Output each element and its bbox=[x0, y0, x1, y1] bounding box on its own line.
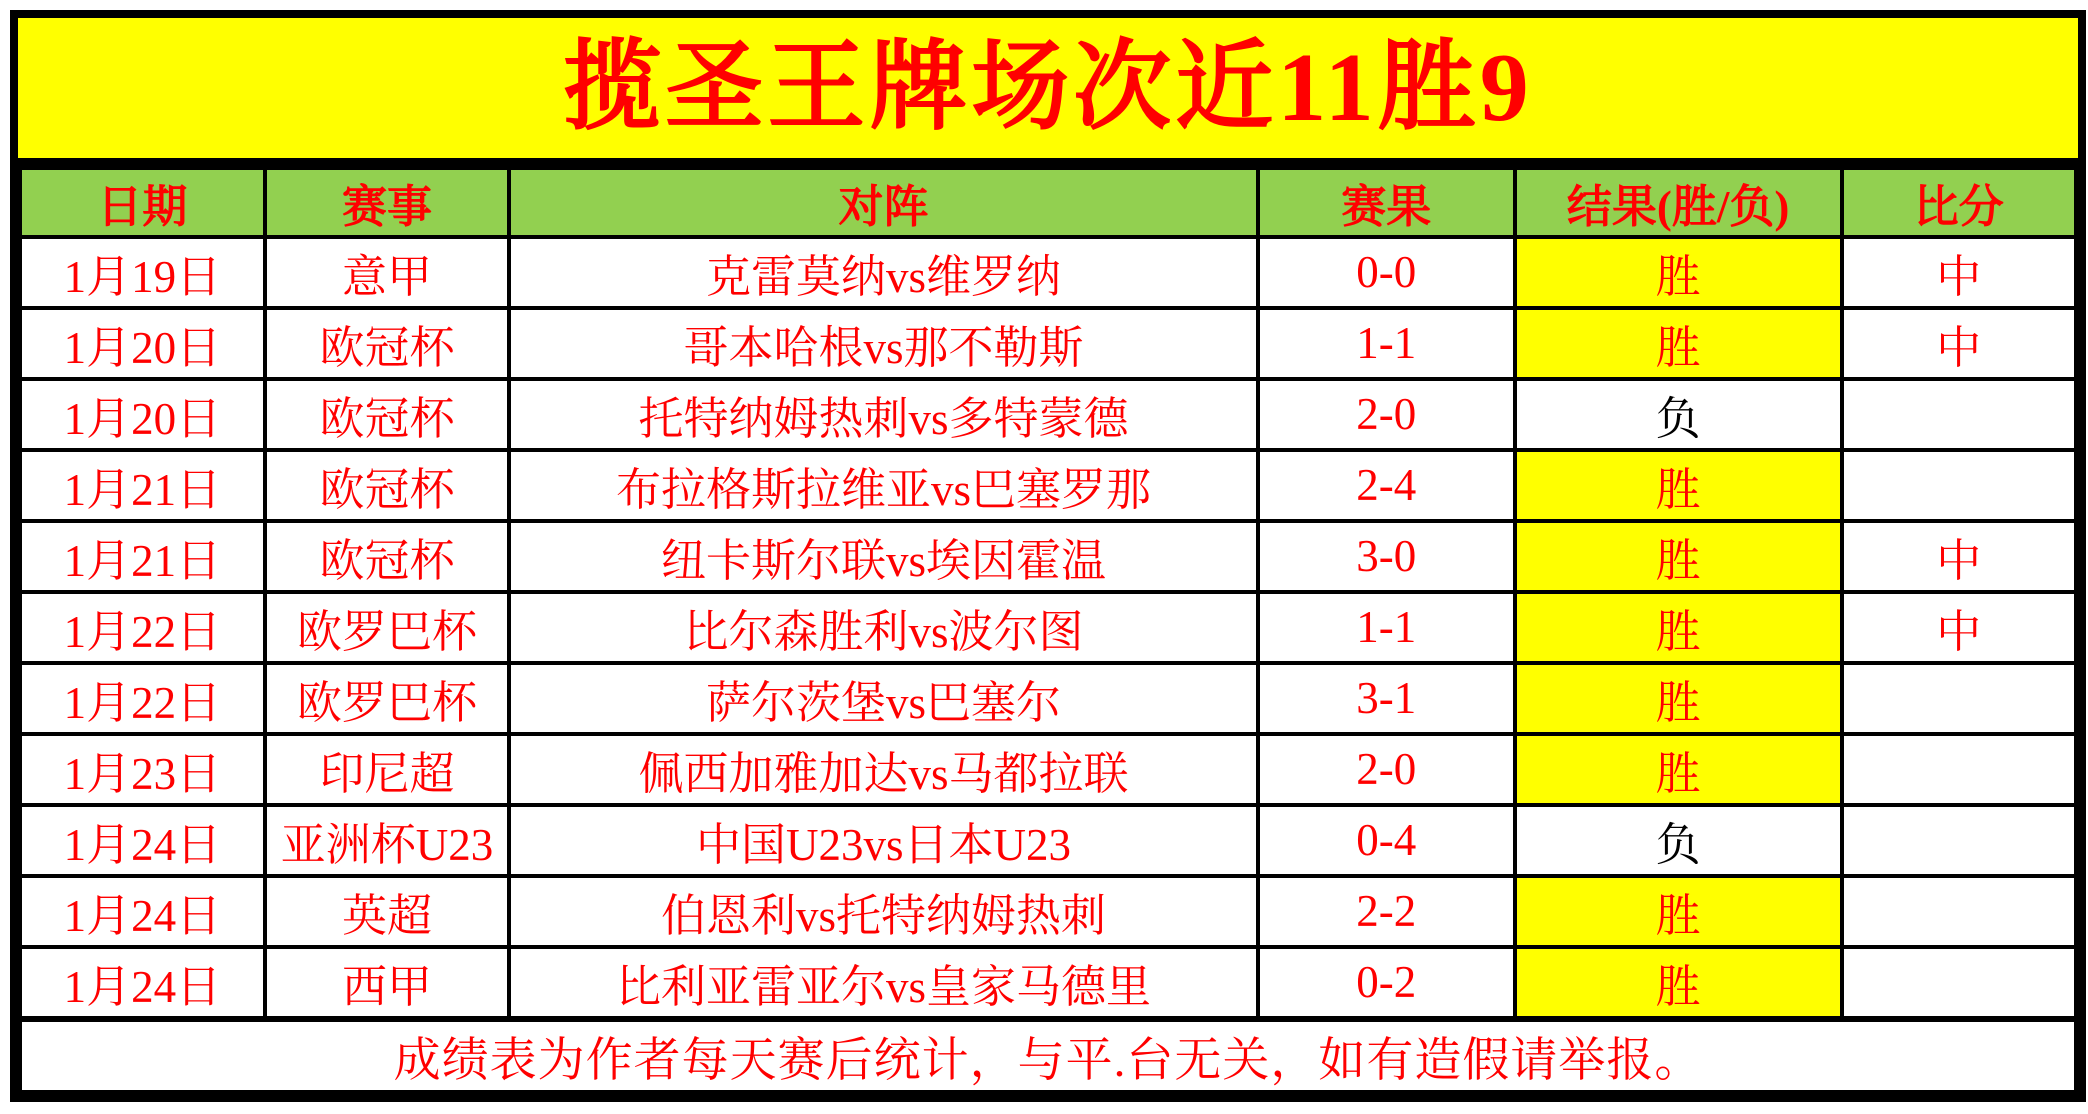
mark-cell bbox=[1842, 450, 2076, 521]
mark-cell bbox=[1842, 379, 2076, 450]
date-cell: 1月23日 bbox=[20, 734, 265, 805]
league-cell: 欧冠杯 bbox=[265, 308, 510, 379]
column-header-score: 赛果 bbox=[1258, 168, 1515, 237]
result-cell: 胜 bbox=[1515, 947, 1842, 1019]
date-cell: 1月24日 bbox=[20, 947, 265, 1019]
date-cell: 1月20日 bbox=[20, 308, 265, 379]
score-cell: 2-0 bbox=[1258, 379, 1515, 450]
mark-cell: 中 bbox=[1842, 237, 2076, 308]
result-cell: 胜 bbox=[1515, 237, 1842, 308]
result-cell: 胜 bbox=[1515, 521, 1842, 592]
league-cell: 欧罗巴杯 bbox=[265, 592, 510, 663]
mark-cell: 中 bbox=[1842, 592, 2076, 663]
result-cell: 负 bbox=[1515, 379, 1842, 450]
score-cell: 0-4 bbox=[1258, 805, 1515, 876]
matchup-cell: 哥本哈根vs那不勒斯 bbox=[509, 308, 1257, 379]
column-header-date: 日期 bbox=[20, 168, 265, 237]
date-cell: 1月21日 bbox=[20, 450, 265, 521]
matchup-cell: 克雷莫纳vs维罗纳 bbox=[509, 237, 1257, 308]
date-cell: 1月22日 bbox=[20, 663, 265, 734]
league-cell: 印尼超 bbox=[265, 734, 510, 805]
result-cell: 负 bbox=[1515, 805, 1842, 876]
column-header-mark: 比分 bbox=[1842, 168, 2076, 237]
matchup-cell: 萨尔茨堡vs巴塞尔 bbox=[509, 663, 1257, 734]
score-cell: 3-0 bbox=[1258, 521, 1515, 592]
results-table-footer bbox=[20, 1019, 2076, 1092]
mark-cell bbox=[1842, 734, 2076, 805]
matchup-cell: 中国U23vs日本U23 bbox=[509, 805, 1257, 876]
header-row bbox=[20, 168, 2076, 237]
league-cell: 亚洲杯U23 bbox=[265, 805, 510, 876]
results-table-frame bbox=[10, 10, 2086, 1102]
result-cell: 胜 bbox=[1515, 734, 1842, 805]
mark-cell bbox=[1842, 663, 2076, 734]
matchup-cell: 比利亚雷亚尔vs皇家马德里 bbox=[509, 947, 1257, 1019]
table-row bbox=[20, 805, 2076, 876]
league-cell: 西甲 bbox=[265, 947, 510, 1019]
table-row bbox=[20, 450, 2076, 521]
footer-row bbox=[20, 1019, 2076, 1092]
score-cell: 1-1 bbox=[1258, 308, 1515, 379]
table-row bbox=[20, 237, 2076, 308]
table-row bbox=[20, 379, 2076, 450]
result-cell: 胜 bbox=[1515, 663, 1842, 734]
matchup-cell: 佩西加雅加达vs马都拉联 bbox=[509, 734, 1257, 805]
date-cell: 1月19日 bbox=[20, 237, 265, 308]
matchup-cell: 布拉格斯拉维亚vs巴塞罗那 bbox=[509, 450, 1257, 521]
score-cell: 2-4 bbox=[1258, 450, 1515, 521]
score-cell: 0-0 bbox=[1258, 237, 1515, 308]
result-cell: 胜 bbox=[1515, 592, 1842, 663]
score-cell: 1-1 bbox=[1258, 592, 1515, 663]
table-row bbox=[20, 876, 2076, 947]
results-table bbox=[18, 166, 2078, 1094]
table-row bbox=[20, 592, 2076, 663]
league-cell: 欧冠杯 bbox=[265, 521, 510, 592]
score-cell: 2-2 bbox=[1258, 876, 1515, 947]
page-title: 揽圣王牌场次近11胜9 bbox=[563, 34, 1533, 142]
table-row bbox=[20, 663, 2076, 734]
matchup-cell: 比尔森胜利vs波尔图 bbox=[509, 592, 1257, 663]
score-cell: 3-1 bbox=[1258, 663, 1515, 734]
table-row bbox=[20, 947, 2076, 1019]
column-header-matchup: 对阵 bbox=[509, 168, 1257, 237]
score-cell: 2-0 bbox=[1258, 734, 1515, 805]
title-banner bbox=[18, 18, 2078, 166]
date-cell: 1月22日 bbox=[20, 592, 265, 663]
matchup-cell: 托特纳姆热刺vs多特蒙德 bbox=[509, 379, 1257, 450]
result-cell: 胜 bbox=[1515, 450, 1842, 521]
mark-cell bbox=[1842, 947, 2076, 1019]
results-table-header bbox=[20, 168, 2076, 237]
date-cell: 1月24日 bbox=[20, 805, 265, 876]
matchup-cell: 伯恩利vs托特纳姆热刺 bbox=[509, 876, 1257, 947]
results-tbody bbox=[20, 237, 2076, 1019]
mark-cell: 中 bbox=[1842, 521, 2076, 592]
date-cell: 1月24日 bbox=[20, 876, 265, 947]
league-cell: 欧冠杯 bbox=[265, 450, 510, 521]
footer-note: 成绩表为作者每天赛后统计，与平.台无关，如有造假请举报。 bbox=[20, 1019, 2076, 1092]
matchup-cell: 纽卡斯尔联vs埃因霍温 bbox=[509, 521, 1257, 592]
table-row bbox=[20, 734, 2076, 805]
league-cell: 欧冠杯 bbox=[265, 379, 510, 450]
date-cell: 1月21日 bbox=[20, 521, 265, 592]
table-row bbox=[20, 308, 2076, 379]
league-cell: 意甲 bbox=[265, 237, 510, 308]
mark-cell: 中 bbox=[1842, 308, 2076, 379]
mark-cell bbox=[1842, 876, 2076, 947]
league-cell: 英超 bbox=[265, 876, 510, 947]
score-cell: 0-2 bbox=[1258, 947, 1515, 1019]
column-header-league: 赛事 bbox=[265, 168, 510, 237]
league-cell: 欧罗巴杯 bbox=[265, 663, 510, 734]
table-row bbox=[20, 521, 2076, 592]
mark-cell bbox=[1842, 805, 2076, 876]
result-cell: 胜 bbox=[1515, 308, 1842, 379]
date-cell: 1月20日 bbox=[20, 379, 265, 450]
column-header-result: 结果(胜/负) bbox=[1515, 168, 1842, 237]
result-cell: 胜 bbox=[1515, 876, 1842, 947]
